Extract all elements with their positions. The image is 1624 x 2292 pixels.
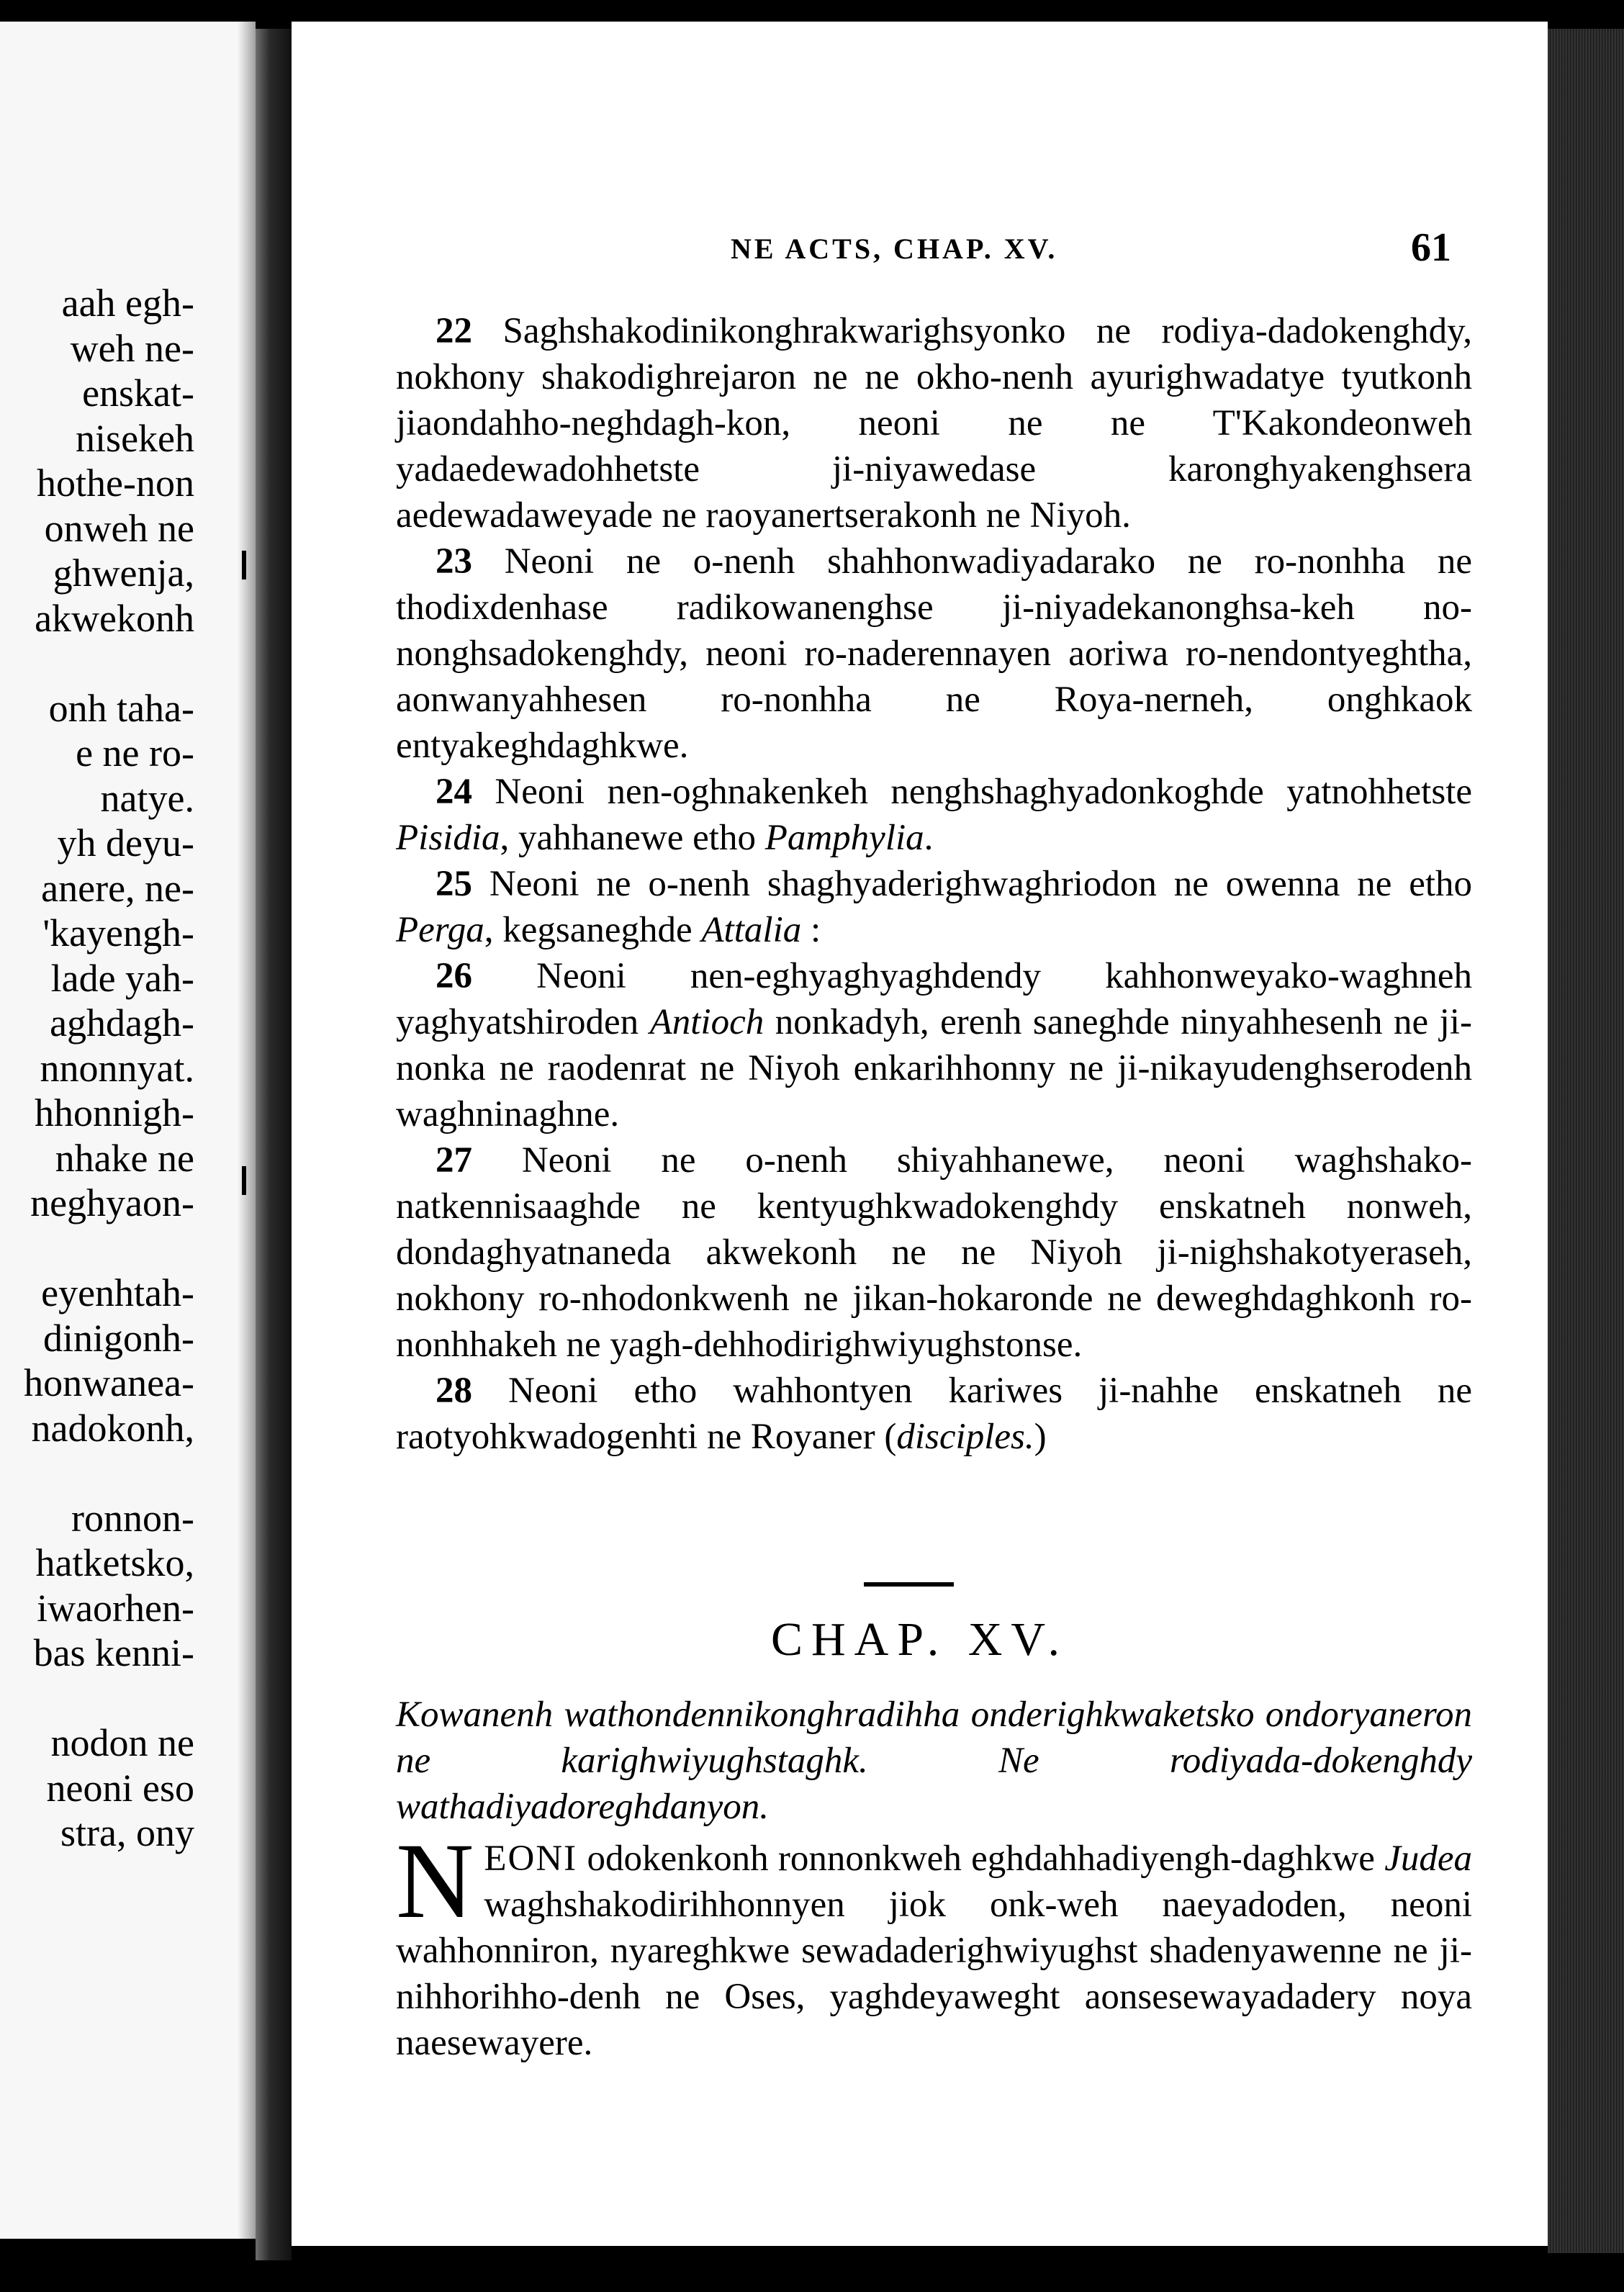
left-page-line: nhake ne — [55, 1136, 194, 1180]
left-page-line: eyenhtah- — [41, 1271, 194, 1314]
page-header — [292, 225, 1548, 268]
left-page-line: dinigonh- — [43, 1316, 194, 1360]
left-page-line: bas kenni- — [33, 1631, 194, 1674]
left-page-line: ghwenja, — [53, 551, 194, 595]
verse-22 — [396, 308, 1472, 538]
place-name: Antioch — [649, 1002, 764, 1042]
english-gloss: disciples. — [896, 1417, 1034, 1457]
left-page-line: stra, ony — [60, 1811, 194, 1854]
verse-25 — [396, 861, 1472, 953]
verse-text: Neoni nen-oghnakenkeh nenghshaghyadonkoghde yatnohhetste — [495, 772, 1472, 812]
left-page-line: aghdagh- — [50, 1001, 194, 1045]
verse-26 — [396, 953, 1472, 1137]
left-page-line: weh ne- — [70, 326, 194, 370]
left-page — [0, 22, 256, 2239]
verse-number: 22 — [436, 311, 472, 351]
left-page-line: neghyaon- — [30, 1181, 194, 1224]
left-page-line: 'kayengh- — [42, 911, 194, 955]
place-name: Pisidia — [396, 818, 500, 858]
running-head: NE ACTS, CHAP. XV. — [731, 233, 1058, 265]
verse-28 — [396, 1368, 1472, 1460]
opening-text: odokenkonh ronnonkweh eghdahhadiyengh-daghkwe — [577, 1838, 1385, 1879]
left-page-line: yh deyu- — [57, 821, 194, 865]
place-name: Judea — [1384, 1838, 1472, 1879]
book-page — [292, 22, 1548, 2246]
verse-27 — [396, 1137, 1472, 1368]
place-name: Perga — [396, 910, 484, 950]
left-page-line: hhonnigh- — [35, 1091, 194, 1134]
drop-cap: N — [396, 1821, 474, 1941]
left-page-line: neoni eso — [46, 1766, 194, 1810]
verse-text: . — [924, 818, 934, 858]
verse-24 — [396, 769, 1472, 861]
left-page-line: nisekeh — [76, 416, 194, 460]
verse-text: Saghshakodinikonghrakwarighsyonko ne rodiya-dadokenghdy, nokhony shakodighrejaron ne ne okho-nenh ayurighwadatye tyutkonh jiaondahho-neghdagh-kon, neoni ne ne T'Kakondeonweh yadaedewadohhetste ji-niyawedase karonghyakenghsera aedewadaweyade ne raoyanertserakonh ne Niyoh. — [396, 311, 1473, 536]
verse-number: 25 — [436, 864, 472, 904]
left-page-line: nadokonh, — [31, 1406, 194, 1450]
chapter-summary — [396, 1692, 1472, 1830]
left-page-line: anere, ne- — [41, 866, 194, 910]
opening-caps: EONI — [484, 1838, 578, 1879]
left-page-line: hatketsko, — [35, 1541, 194, 1584]
left-page-line: natye. — [100, 776, 194, 820]
verses-block — [396, 308, 1472, 1460]
verse-number: 26 — [436, 956, 472, 996]
opening-text: waghshakodirihhonnyen jiok onk-weh naeyadoden, neoni wahhonniron, nyareghkwe sewadaderighwiyughst shadenyawenne ne ji-nihhorihho-denh ne Oses, yaghdeyaweght aonsesewayadadery noya naesewayere. — [396, 1885, 1472, 2063]
left-page-line: e ne ro- — [76, 731, 194, 775]
verse-text: Neoni ne o-nenh shahhonwadiyadarako ne ro-nonhha ne thodixdenhase radikowanenghse ji-niyadekanonghsa-keh no-nonghsadokenghdy, neoni ro-naderennayen aoriwa ro-nendontyeghtha, aonwanyahhesen ro-nonhha ne Roya-nerneh, onghkaok entyakeghdaghkwe. — [396, 541, 1473, 766]
left-page-line: onh taha- — [48, 686, 194, 730]
verse-text: Neoni ne o-nenh shaghyaderighwaghriodon ne owenna ne etho — [489, 864, 1473, 904]
verse-number: 24 — [436, 772, 472, 812]
left-page-line: nodon ne — [50, 1721, 194, 1764]
left-page-line: nnonnyat. — [40, 1046, 194, 1090]
verse-number: 28 — [436, 1371, 472, 1411]
left-page-line: aah egh- — [61, 281, 194, 325]
left-page-line: enskat- — [82, 371, 194, 415]
left-page-line: akwekonh — [35, 596, 194, 640]
margin-mark — [242, 1166, 246, 1195]
opening-paragraph — [396, 1821, 1472, 2066]
left-page-line: lade yah- — [50, 956, 194, 1000]
left-page-line: honwanea- — [24, 1361, 194, 1404]
verse-number: 27 — [436, 1140, 472, 1181]
place-name: Attalia — [701, 910, 802, 950]
left-page-line: ronnon- — [71, 1496, 194, 1540]
chapter-summary-text: Kowanenh wathondennikonghradihha onderighkwaketsko ondoryaneron ne karighwiyughstaghk. Ne rodiyada-dokenghdy wathadiyadoreghdanyon. — [396, 1695, 1472, 1827]
chapter-title: CHAP. XV. — [770, 1613, 1069, 1666]
left-page-line: onweh ne — [44, 506, 194, 550]
book-gutter — [256, 29, 292, 2260]
verse-text: Neoni etho wahhontyen kariwes ji-nahhe enskatneh ne raotyohkwadogenhti ne Royaner ( — [396, 1371, 1472, 1457]
place-name: Pamphylia — [764, 818, 924, 858]
page-number: 61 — [1411, 225, 1451, 270]
page-block-edge — [1548, 29, 1624, 2253]
verse-text: Neoni ne o-nenh shiyahhanewe, neoni waghshako-natkennisaaghde ne kentyughkwadokenghdy enskatneh nonweh, dondaghyatnaneda akwekonh ne ne Niyoh ji-nighshakotyeraseh, nokhony ro-nhodonkwenh ne jikan-hokaronde ne deweghdaghkonh ro-nonhhakeh ne yagh-dehhodirighwiyughstonse. — [396, 1140, 1472, 1365]
verse-23 — [396, 538, 1472, 769]
left-page-line: iwaorhen- — [37, 1586, 194, 1630]
verse-text: Neoni nen-eghyaghyaghdendy kahhonweyako-waghneh yaghyatshiroden — [396, 956, 1472, 1042]
verse-text: , kegsaneghde — [484, 910, 702, 950]
verse-text: ) — [1034, 1417, 1047, 1457]
verse-number: 23 — [436, 541, 472, 582]
verse-text: : — [801, 910, 821, 950]
chapter-opening — [396, 1821, 1472, 2066]
left-page-shadow — [238, 22, 256, 2239]
section-rule — [864, 1582, 954, 1587]
verse-text: , yahhanewe etho — [500, 818, 765, 858]
left-page-line: hothe-non — [37, 461, 194, 505]
margin-mark — [242, 551, 246, 579]
verse-text: nonkadyh, erenh saneghde ninyahhesenh ne ji-nonka ne raodenrat ne Niyoh enkarihhonny ne ji-nikayudenghserodenh waghninaghne. — [396, 1002, 1472, 1134]
